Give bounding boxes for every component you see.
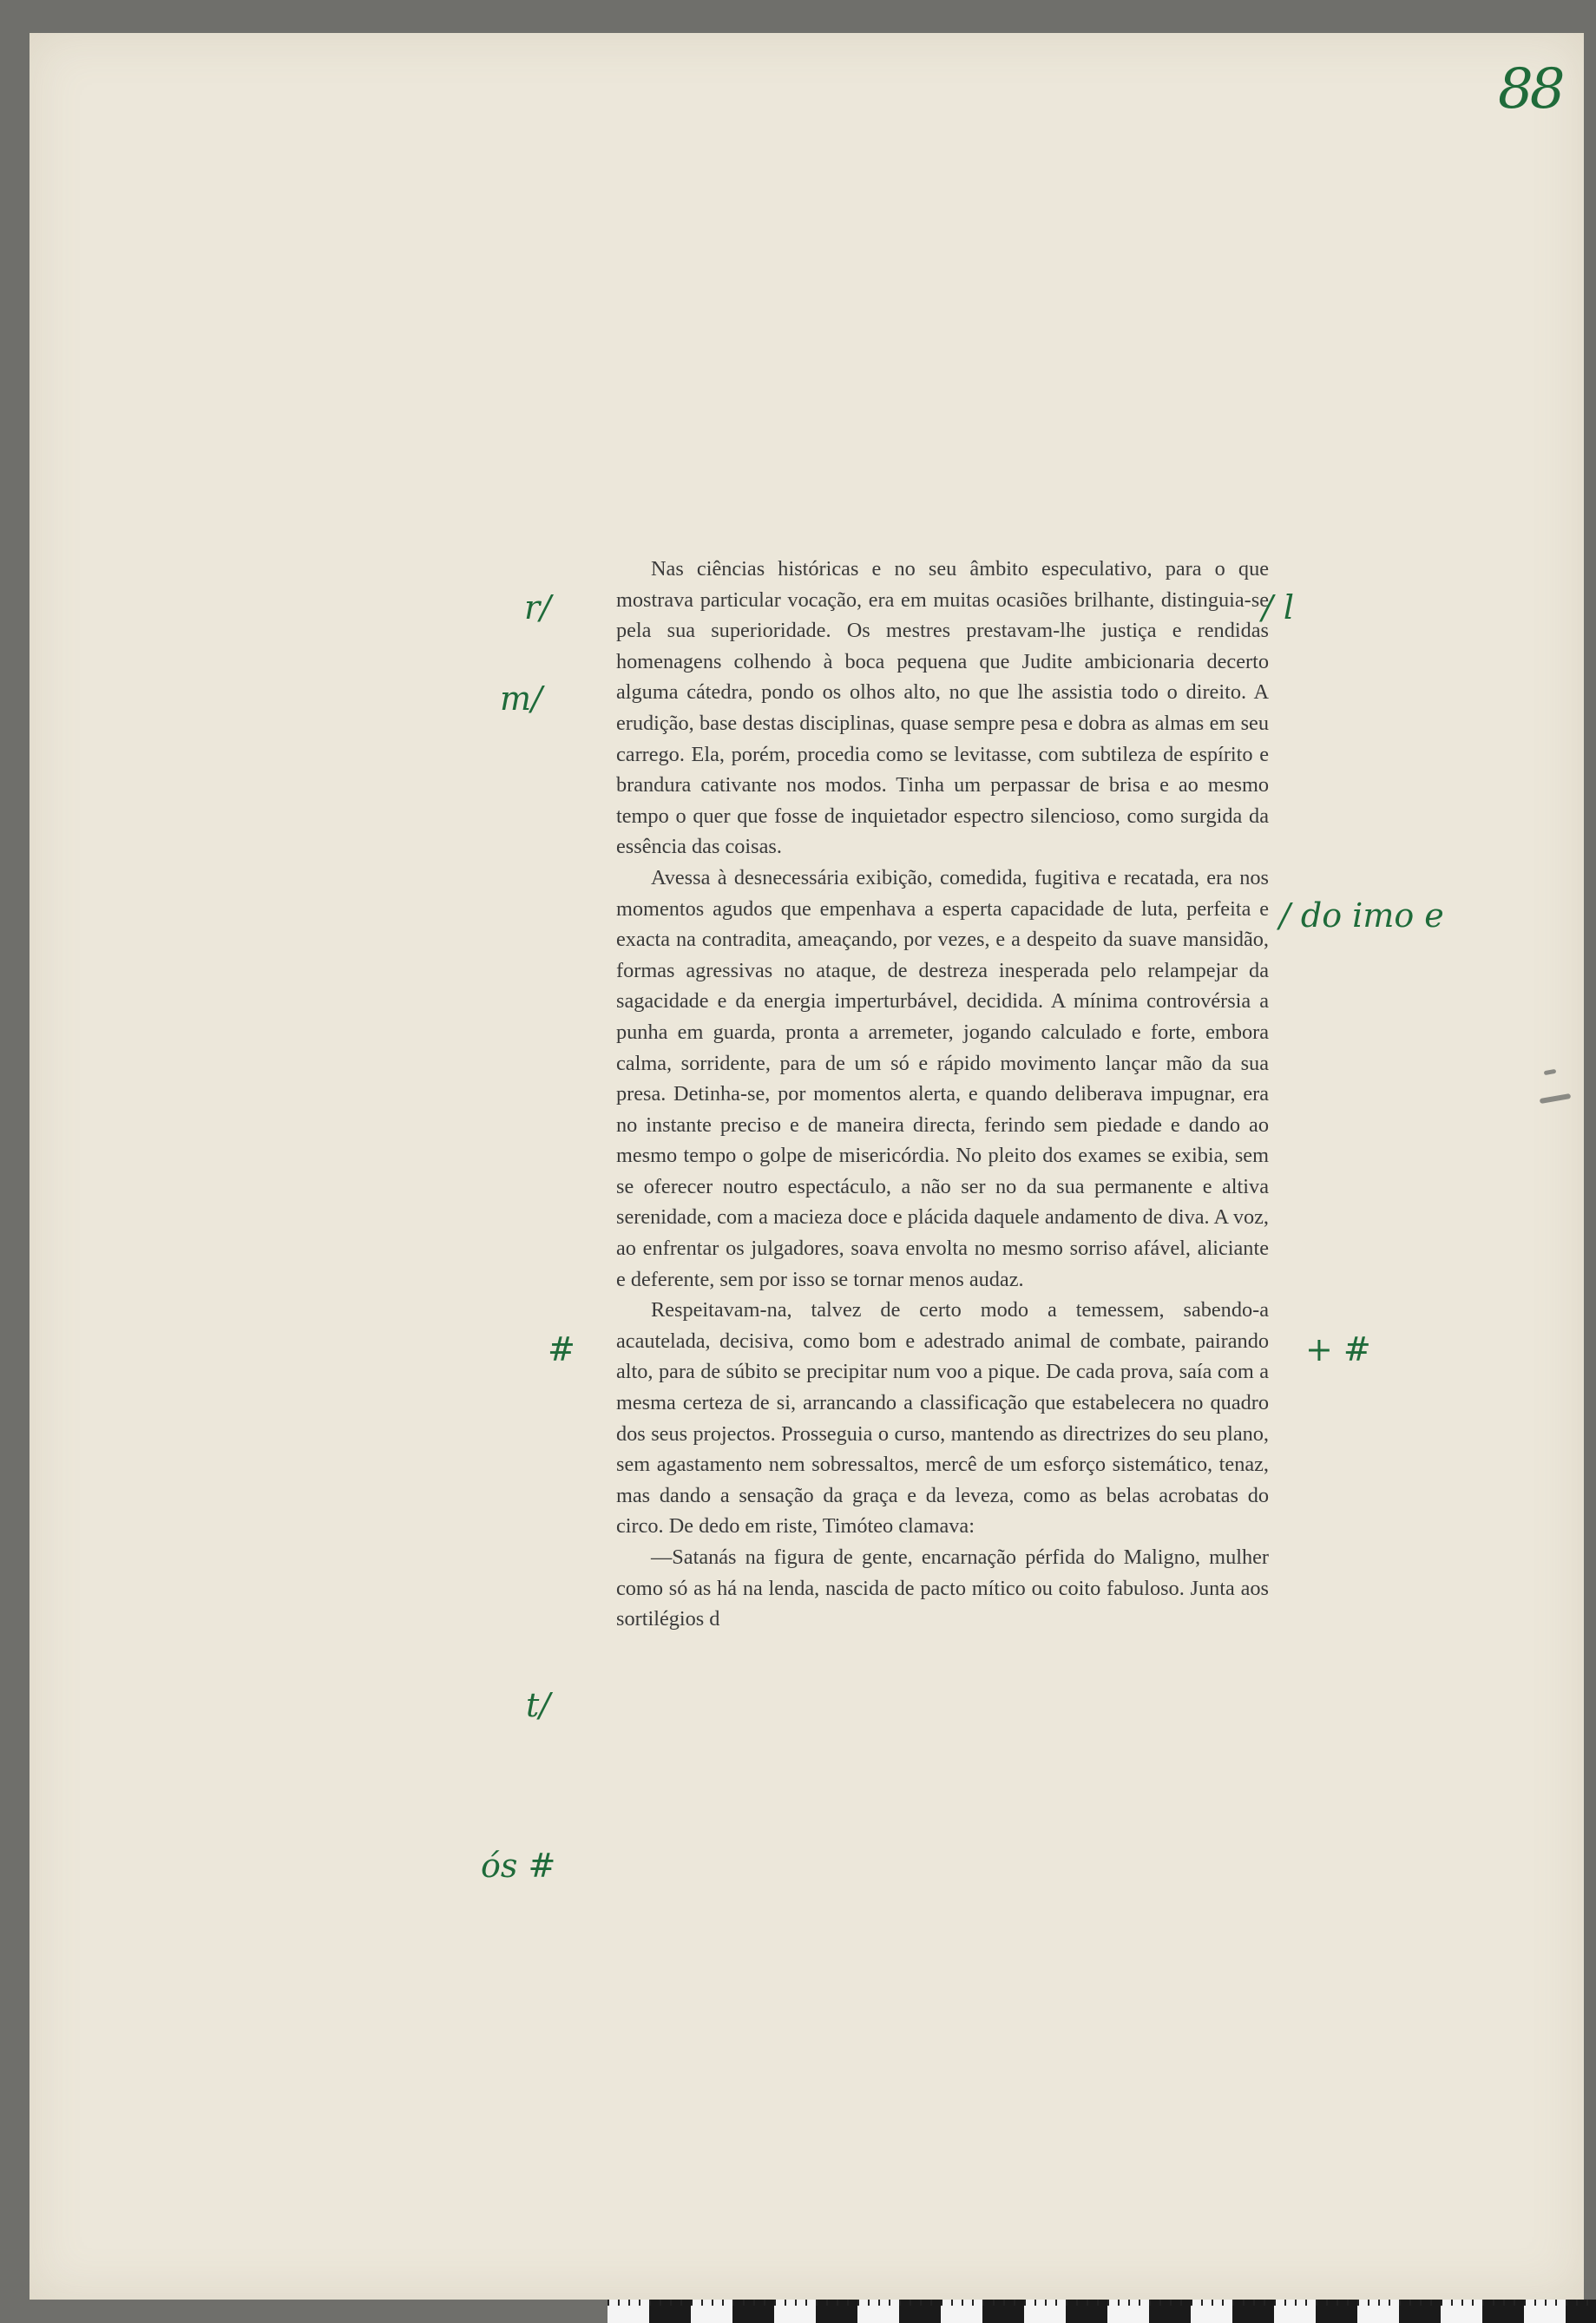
paragraph-3: Respeitavam-na, talvez de certo modo a temessem, sabendo-a acautelada, decisiva, como bom e adestrado animal de combate, pairando alto, para de súbito se precipitar num voo a pique. De cada prova, saía com a mesma certeza de si, arrancando a classificação que estabelecera no quadro dos seus projectos. Prosseguia o curso, mantendo as directrizes do seu plano, sem agastamento nem sobressaltos, mercê de um esforço sistemático, tenaz, mas dando a sensação da graça e da leveza, como as belas acrobatas do circo. De dedo em riste, Timóteo clamava: [616, 1298, 1269, 1539]
scan-smudge [1544, 1069, 1557, 1075]
scan-smudge [1540, 1093, 1571, 1104]
margin-note-left-5: ós # [481, 1847, 556, 1885]
margin-note-right-1: / l [1262, 588, 1295, 627]
color-scale-ruler [608, 2300, 1596, 2323]
paragraph-1: Nas ciências históricas e no seu âmbito especulativo, para o que mostrava particular vocação, era em muitas ocasiões brilhante, distinguia-se pela sua superioridade. Os mestres prestavam-lhe justiça e rendidas homenagens colhendo à boca pequena que Judite ambicionaria decerto alguma cátedra, pondo os olhos alto, no que lhe assistia todo o direito. A erudição, base destas disciplinas, quase sempre pesa e dobra as almas em seu carrego. Ela, porém, procedia como se levitasse, com subtileza de espírito e brandura cativante nos modos. Tinha um perpassar de brisa e ao mesmo tempo o quer que fosse de inquietador espectro silencioso, como surgida da essência das coisas. [616, 557, 1269, 859]
margin-note-left-4: t/ [526, 1686, 551, 1724]
margin-note-right-3: + # [1305, 1330, 1371, 1368]
body-text [616, 554, 1269, 1635]
margin-note-left-1: r/ [524, 588, 551, 627]
page-number: 88 [1498, 57, 1562, 121]
margin-note-right-2: / do imo e [1279, 896, 1444, 935]
margin-note-left-2: m/ [500, 679, 542, 718]
paragraph-2: Avessa à desnecessária exibição, comedida, fugitiva e recatada, era nos momentos agudos que empenhava a esperta capacidade de luta, perfeita e exacta na contradita, ameaçando, por vezes, e a despeito da suave mansidão, formas agressivas no ataque, de destreza inesperada pelo relampejar da sagacidade e da energia imperturbável, decidida. A mínima controvérsia a punha em guarda, pronta a arremeter, jogando calculado e forte, embora calma, sorridente, para de um só e rápido movimento lançar mão da sua presa. Detinha-se, por momentos alerta, e quando deliberava impugnar, era no instante preciso e de maneira directa, ferindo sem piedade e dando ao mesmo tempo o golpe de misericórdia. No pleito dos exames se exibia, sem se oferecer noutro espectáculo, a não ser no da sua permanente e altiva serenidade, com a macieza doce e plácida daquele andamento de diva. A voz, ao enfrentar os julgadores, soava envolta no mesmo sorriso afável, aliciante e deferente, sem por isso se tornar menos audaz. [616, 865, 1269, 1291]
document-page [30, 33, 1584, 2300]
paragraph-4: —Satanás na figura de gente, encarnação pérfida do Maligno, mulher como só as há na lenda, nascida de pacto mítico ou coito fabuloso. Junta aos sortilégios d [616, 1545, 1269, 1631]
margin-note-left-3: # [548, 1330, 575, 1368]
